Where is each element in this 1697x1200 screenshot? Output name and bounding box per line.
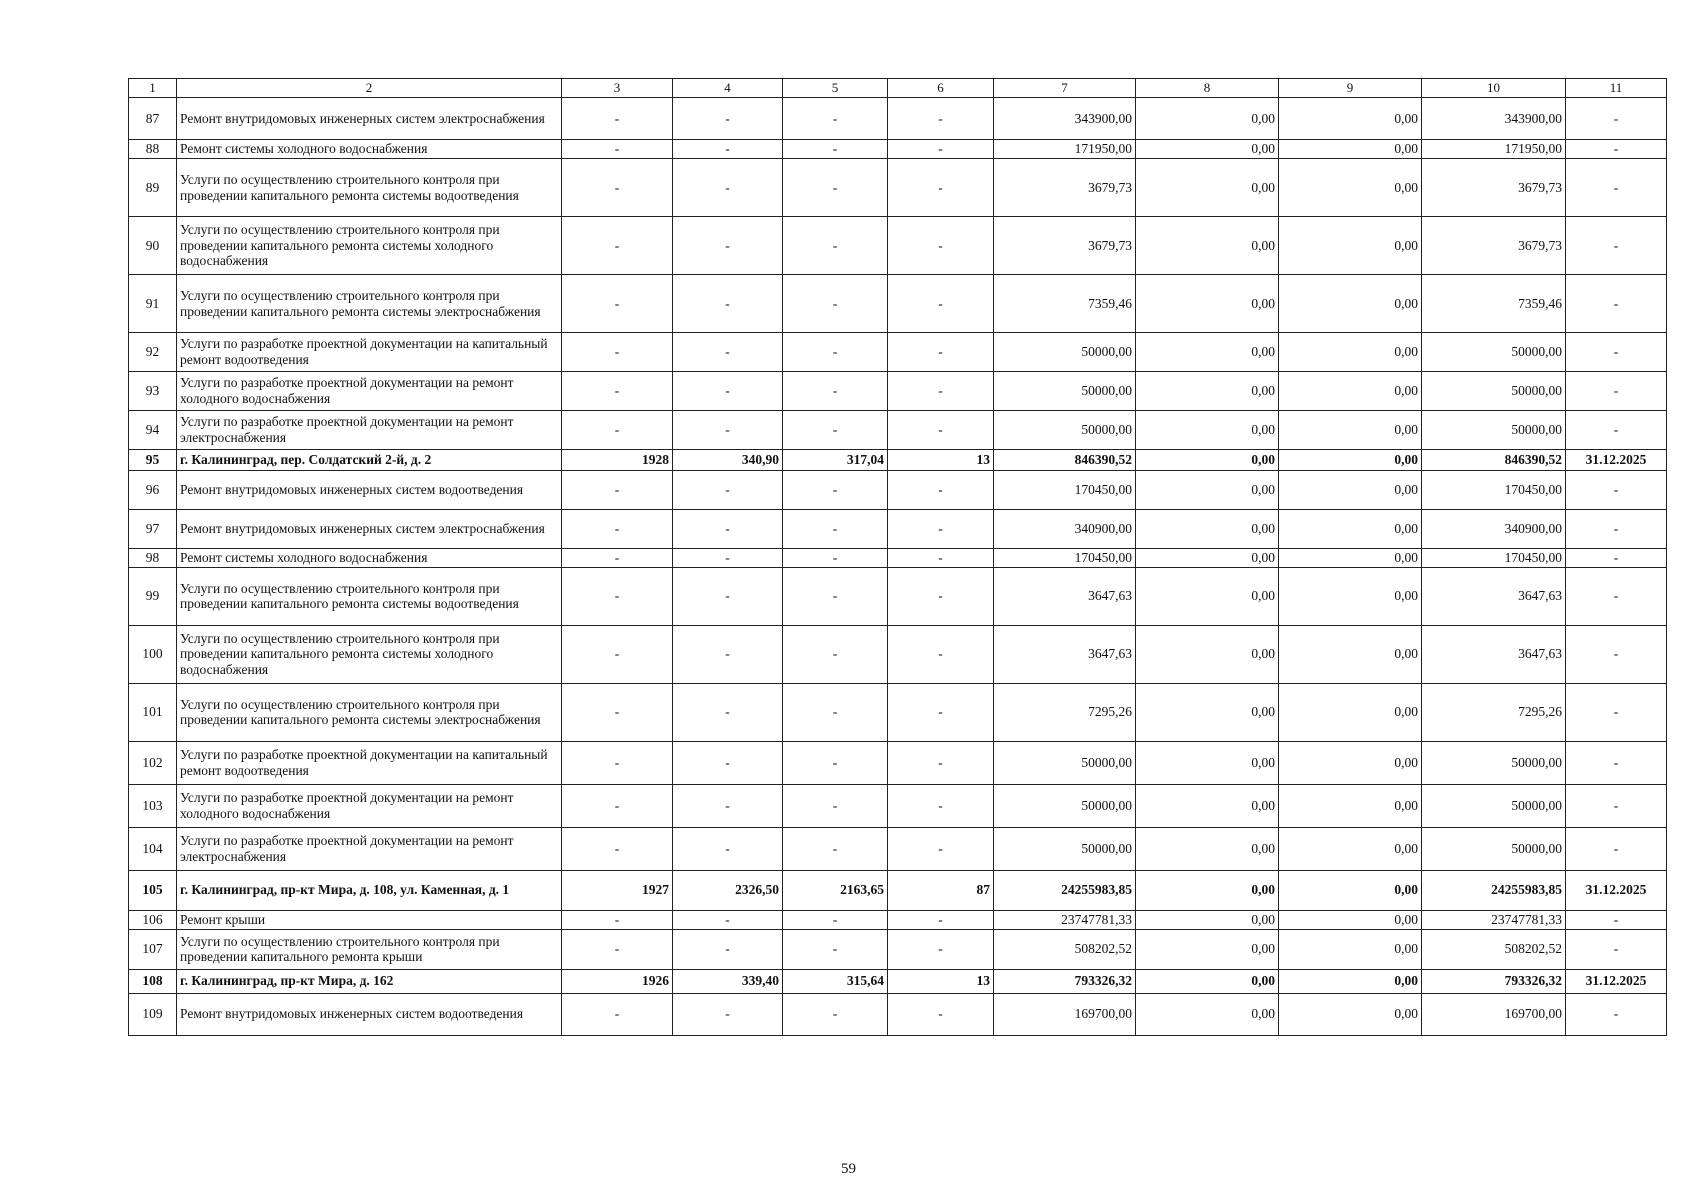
year-cell: - (562, 910, 673, 929)
year-cell: - (562, 625, 673, 683)
row-description: Услуги по осуществлению строительного контроля при проведении капитального ремонта системы водоотведения (177, 567, 562, 625)
row-description: Ремонт системы холодного водоснабжения (177, 549, 562, 568)
year-cell: - (562, 217, 673, 275)
row-number: 102 (129, 741, 177, 784)
header-cell: 2 (177, 79, 562, 98)
residents-cell: - (888, 372, 994, 411)
area-living-cell: 317,04 (783, 450, 888, 471)
residents-cell: - (888, 993, 994, 1035)
area-living-cell: - (783, 567, 888, 625)
work-item-row (129, 275, 1667, 333)
deadline-cell: - (1566, 333, 1667, 372)
fund-cell: 0,00 (1136, 98, 1279, 140)
fund-cell: 0,00 (1136, 784, 1279, 827)
header-cell: 11 (1566, 79, 1667, 98)
area-living-cell: - (783, 140, 888, 159)
area-living-cell: - (783, 549, 888, 568)
register-table (128, 78, 1667, 1036)
owners-funds-cell: 170450,00 (1422, 549, 1566, 568)
cost-total-cell: 169700,00 (994, 993, 1136, 1035)
owners-funds-cell: 340900,00 (1422, 510, 1566, 549)
work-item-row (129, 567, 1667, 625)
fund-cell: 0,00 (1136, 870, 1279, 910)
work-item-row (129, 411, 1667, 450)
residents-cell: - (888, 784, 994, 827)
owners-funds-cell: 3647,63 (1422, 567, 1566, 625)
year-cell: 1926 (562, 969, 673, 993)
row-description: Услуги по разработке проектной документации на ремонт холодного водоснабжения (177, 784, 562, 827)
row-description: Ремонт внутридомовых инженерных систем электроснабжения (177, 510, 562, 549)
deadline-cell: - (1566, 683, 1667, 741)
header-cell: 10 (1422, 79, 1566, 98)
budget-cell: 0,00 (1279, 471, 1422, 510)
owners-funds-cell: 7359,46 (1422, 275, 1566, 333)
area-total-cell: - (673, 471, 783, 510)
area-total-cell: - (673, 784, 783, 827)
year-cell: - (562, 275, 673, 333)
owners-funds-cell: 169700,00 (1422, 993, 1566, 1035)
fund-cell: 0,00 (1136, 159, 1279, 217)
owners-funds-cell: 50000,00 (1422, 372, 1566, 411)
area-living-cell: - (783, 471, 888, 510)
owners-funds-cell: 508202,52 (1422, 929, 1566, 969)
row-description: Ремонт внутридомовых инженерных систем водоотведения (177, 993, 562, 1035)
fund-cell: 0,00 (1136, 333, 1279, 372)
area-total-cell: 340,90 (673, 450, 783, 471)
work-item-row (129, 910, 1667, 929)
owners-funds-cell: 50000,00 (1422, 784, 1566, 827)
deadline-cell: - (1566, 567, 1667, 625)
work-item-row (129, 98, 1667, 140)
area-living-cell: - (783, 275, 888, 333)
area-total-cell: - (673, 827, 783, 870)
year-cell: - (562, 784, 673, 827)
area-living-cell: - (783, 929, 888, 969)
residents-cell: - (888, 159, 994, 217)
deadline-cell: - (1566, 471, 1667, 510)
area-living-cell: - (783, 159, 888, 217)
fund-cell: 0,00 (1136, 625, 1279, 683)
deadline-cell: 31.12.2025 (1566, 870, 1667, 910)
area-total-cell: - (673, 217, 783, 275)
row-description: Услуги по разработке проектной документации на капитальный ремонт водоотведения (177, 741, 562, 784)
row-description: г. Калининград, пер. Солдатский 2-й, д. 2 (177, 450, 562, 471)
fund-cell: 0,00 (1136, 969, 1279, 993)
deadline-cell: - (1566, 159, 1667, 217)
address-row (129, 969, 1667, 993)
budget-cell: 0,00 (1279, 217, 1422, 275)
cost-total-cell: 508202,52 (994, 929, 1136, 969)
cost-total-cell: 3679,73 (994, 159, 1136, 217)
cost-total-cell: 170450,00 (994, 549, 1136, 568)
area-total-cell: - (673, 549, 783, 568)
area-total-cell: - (673, 333, 783, 372)
area-living-cell: 2163,65 (783, 870, 888, 910)
deadline-cell: - (1566, 510, 1667, 549)
owners-funds-cell: 7295,26 (1422, 683, 1566, 741)
work-item-row (129, 471, 1667, 510)
area-living-cell: - (783, 741, 888, 784)
budget-cell: 0,00 (1279, 969, 1422, 993)
header-cell: 4 (673, 79, 783, 98)
owners-funds-cell: 846390,52 (1422, 450, 1566, 471)
budget-cell: 0,00 (1279, 625, 1422, 683)
area-total-cell: - (673, 910, 783, 929)
year-cell: 1927 (562, 870, 673, 910)
row-description: Услуги по осуществлению строительного контроля при проведении капитального ремонта системы электроснабжения (177, 683, 562, 741)
year-cell: - (562, 741, 673, 784)
budget-cell: 0,00 (1279, 372, 1422, 411)
work-item-row (129, 683, 1667, 741)
column-number-header (129, 79, 1667, 98)
owners-funds-cell: 343900,00 (1422, 98, 1566, 140)
year-cell: - (562, 549, 673, 568)
fund-cell: 0,00 (1136, 372, 1279, 411)
cost-total-cell: 340900,00 (994, 510, 1136, 549)
owners-funds-cell: 24255983,85 (1422, 870, 1566, 910)
work-item-row (129, 827, 1667, 870)
year-cell: - (562, 827, 673, 870)
budget-cell: 0,00 (1279, 929, 1422, 969)
area-total-cell: - (673, 567, 783, 625)
fund-cell: 0,00 (1136, 549, 1279, 568)
cost-total-cell: 171950,00 (994, 140, 1136, 159)
row-number: 90 (129, 217, 177, 275)
deadline-cell: - (1566, 217, 1667, 275)
row-number: 89 (129, 159, 177, 217)
row-number: 87 (129, 98, 177, 140)
row-description: Услуги по осуществлению строительного контроля при проведении капитального ремонта крыши (177, 929, 562, 969)
owners-funds-cell: 50000,00 (1422, 741, 1566, 784)
area-total-cell: - (673, 625, 783, 683)
cost-total-cell: 50000,00 (994, 741, 1136, 784)
area-living-cell: - (783, 784, 888, 827)
address-row (129, 870, 1667, 910)
residents-cell: - (888, 98, 994, 140)
residents-cell: - (888, 741, 994, 784)
deadline-cell: - (1566, 929, 1667, 969)
cost-total-cell: 50000,00 (994, 372, 1136, 411)
work-item-row (129, 741, 1667, 784)
work-item-row (129, 510, 1667, 549)
header-cell: 5 (783, 79, 888, 98)
budget-cell: 0,00 (1279, 683, 1422, 741)
row-description: Ремонт внутридомовых инженерных систем водоотведения (177, 471, 562, 510)
area-living-cell: - (783, 910, 888, 929)
area-total-cell: - (673, 683, 783, 741)
area-living-cell: - (783, 372, 888, 411)
residents-cell: 13 (888, 450, 994, 471)
area-living-cell: - (783, 827, 888, 870)
budget-cell: 0,00 (1279, 870, 1422, 910)
residents-cell: - (888, 510, 994, 549)
residents-cell: - (888, 275, 994, 333)
cost-total-cell: 7295,26 (994, 683, 1136, 741)
deadline-cell: - (1566, 411, 1667, 450)
row-number: 88 (129, 140, 177, 159)
area-total-cell: - (673, 411, 783, 450)
area-living-cell: - (783, 625, 888, 683)
year-cell: - (562, 510, 673, 549)
row-description: Услуги по разработке проектной документации на ремонт холодного водоснабжения (177, 372, 562, 411)
budget-cell: 0,00 (1279, 333, 1422, 372)
row-description: Услуги по разработке проектной документации на ремонт электроснабжения (177, 411, 562, 450)
row-number: 97 (129, 510, 177, 549)
row-description: Услуги по осуществлению строительного контроля при проведении капитального ремонта системы холодного водоснабжения (177, 625, 562, 683)
work-item-row (129, 159, 1667, 217)
fund-cell: 0,00 (1136, 827, 1279, 870)
year-cell: - (562, 929, 673, 969)
budget-cell: 0,00 (1279, 98, 1422, 140)
cost-total-cell: 793326,32 (994, 969, 1136, 993)
row-number: 105 (129, 870, 177, 910)
area-total-cell: - (673, 993, 783, 1035)
residents-cell: - (888, 411, 994, 450)
budget-cell: 0,00 (1279, 567, 1422, 625)
deadline-cell: - (1566, 827, 1667, 870)
year-cell: - (562, 159, 673, 217)
year-cell: - (562, 333, 673, 372)
deadline-cell: - (1566, 98, 1667, 140)
year-cell: - (562, 411, 673, 450)
deadline-cell: - (1566, 741, 1667, 784)
area-living-cell: - (783, 411, 888, 450)
area-total-cell: - (673, 741, 783, 784)
row-number: 93 (129, 372, 177, 411)
cost-total-cell: 24255983,85 (994, 870, 1136, 910)
residents-cell: - (888, 217, 994, 275)
row-description: Услуги по разработке проектной документации на ремонт электроснабжения (177, 827, 562, 870)
row-number: 99 (129, 567, 177, 625)
page-number: 59 (841, 1161, 856, 1177)
row-description: г. Калининград, пр-кт Мира, д. 162 (177, 969, 562, 993)
row-number: 96 (129, 471, 177, 510)
fund-cell: 0,00 (1136, 217, 1279, 275)
row-description: Услуги по осуществлению строительного контроля при проведении капитального ремонта системы электроснабжения (177, 275, 562, 333)
budget-cell: 0,00 (1279, 741, 1422, 784)
work-item-row (129, 372, 1667, 411)
deadline-cell: 31.12.2025 (1566, 969, 1667, 993)
row-number: 109 (129, 993, 177, 1035)
cost-total-cell: 50000,00 (994, 784, 1136, 827)
budget-cell: 0,00 (1279, 993, 1422, 1035)
residents-cell: 13 (888, 969, 994, 993)
budget-cell: 0,00 (1279, 827, 1422, 870)
cost-total-cell: 343900,00 (994, 98, 1136, 140)
row-number: 98 (129, 549, 177, 568)
cost-total-cell: 170450,00 (994, 471, 1136, 510)
row-number: 104 (129, 827, 177, 870)
row-description: Услуги по осуществлению строительного контроля при проведении капитального ремонта системы водоотведения (177, 159, 562, 217)
cost-total-cell: 50000,00 (994, 411, 1136, 450)
area-total-cell: - (673, 275, 783, 333)
fund-cell: 0,00 (1136, 450, 1279, 471)
owners-funds-cell: 50000,00 (1422, 827, 1566, 870)
cost-total-cell: 50000,00 (994, 333, 1136, 372)
deadline-cell: - (1566, 275, 1667, 333)
budget-cell: 0,00 (1279, 411, 1422, 450)
fund-cell: 0,00 (1136, 993, 1279, 1035)
area-living-cell: - (783, 510, 888, 549)
owners-funds-cell: 171950,00 (1422, 140, 1566, 159)
row-description: Ремонт системы холодного водоснабжения (177, 140, 562, 159)
residents-cell: - (888, 333, 994, 372)
row-number: 92 (129, 333, 177, 372)
fund-cell: 0,00 (1136, 567, 1279, 625)
fund-cell: 0,00 (1136, 910, 1279, 929)
fund-cell: 0,00 (1136, 411, 1279, 450)
area-total-cell: - (673, 929, 783, 969)
row-description: Услуги по разработке проектной документации на капитальный ремонт водоотведения (177, 333, 562, 372)
deadline-cell: - (1566, 549, 1667, 568)
row-number: 108 (129, 969, 177, 993)
fund-cell: 0,00 (1136, 471, 1279, 510)
row-description: Ремонт внутридомовых инженерных систем электроснабжения (177, 98, 562, 140)
residents-cell: - (888, 929, 994, 969)
area-total-cell: - (673, 140, 783, 159)
year-cell: - (562, 98, 673, 140)
row-number: 94 (129, 411, 177, 450)
area-total-cell: 2326,50 (673, 870, 783, 910)
area-total-cell: - (673, 372, 783, 411)
residents-cell: - (888, 827, 994, 870)
cost-total-cell: 7359,46 (994, 275, 1136, 333)
fund-cell: 0,00 (1136, 683, 1279, 741)
header-cell: 8 (1136, 79, 1279, 98)
fund-cell: 0,00 (1136, 140, 1279, 159)
deadline-cell: 31.12.2025 (1566, 450, 1667, 471)
fund-cell: 0,00 (1136, 741, 1279, 784)
deadline-cell: - (1566, 625, 1667, 683)
area-living-cell: - (783, 333, 888, 372)
row-number: 95 (129, 450, 177, 471)
work-item-row (129, 549, 1667, 568)
row-number: 101 (129, 683, 177, 741)
header-cell: 7 (994, 79, 1136, 98)
owners-funds-cell: 170450,00 (1422, 471, 1566, 510)
area-total-cell: - (673, 510, 783, 549)
residents-cell: - (888, 567, 994, 625)
area-living-cell: - (783, 993, 888, 1035)
year-cell: - (562, 140, 673, 159)
budget-cell: 0,00 (1279, 510, 1422, 549)
year-cell: - (562, 471, 673, 510)
budget-cell: 0,00 (1279, 784, 1422, 827)
header-cell: 1 (129, 79, 177, 98)
cost-total-cell: 3647,63 (994, 625, 1136, 683)
row-number: 106 (129, 910, 177, 929)
row-number: 103 (129, 784, 177, 827)
row-description: г. Калининград, пр-кт Мира, д. 108, ул. Каменная, д. 1 (177, 870, 562, 910)
owners-funds-cell: 50000,00 (1422, 333, 1566, 372)
residents-cell: - (888, 910, 994, 929)
deadline-cell: - (1566, 784, 1667, 827)
cost-total-cell: 846390,52 (994, 450, 1136, 471)
budget-cell: 0,00 (1279, 910, 1422, 929)
header-cell: 6 (888, 79, 994, 98)
year-cell: - (562, 683, 673, 741)
owners-funds-cell: 3679,73 (1422, 217, 1566, 275)
deadline-cell: - (1566, 910, 1667, 929)
residents-cell: 87 (888, 870, 994, 910)
budget-cell: 0,00 (1279, 450, 1422, 471)
owners-funds-cell: 23747781,33 (1422, 910, 1566, 929)
owners-funds-cell: 793326,32 (1422, 969, 1566, 993)
residents-cell: - (888, 549, 994, 568)
area-living-cell: - (783, 98, 888, 140)
cost-total-cell: 3679,73 (994, 217, 1136, 275)
work-item-row (129, 929, 1667, 969)
budget-cell: 0,00 (1279, 549, 1422, 568)
budget-cell: 0,00 (1279, 159, 1422, 217)
cost-total-cell: 3647,63 (994, 567, 1136, 625)
row-description: Услуги по осуществлению строительного контроля при проведении капитального ремонта системы холодного водоснабжения (177, 217, 562, 275)
table-body (129, 79, 1667, 1036)
work-item-row (129, 993, 1667, 1035)
owners-funds-cell: 50000,00 (1422, 411, 1566, 450)
deadline-cell: - (1566, 372, 1667, 411)
header-cell: 9 (1279, 79, 1422, 98)
residents-cell: - (888, 683, 994, 741)
fund-cell: 0,00 (1136, 275, 1279, 333)
area-total-cell: - (673, 98, 783, 140)
work-item-row (129, 140, 1667, 159)
fund-cell: 0,00 (1136, 929, 1279, 969)
owners-funds-cell: 3647,63 (1422, 625, 1566, 683)
row-number: 91 (129, 275, 177, 333)
budget-cell: 0,00 (1279, 275, 1422, 333)
budget-cell: 0,00 (1279, 140, 1422, 159)
year-cell: - (562, 567, 673, 625)
deadline-cell: - (1566, 993, 1667, 1035)
cost-total-cell: 50000,00 (994, 827, 1136, 870)
residents-cell: - (888, 625, 994, 683)
area-total-cell: - (673, 159, 783, 217)
owners-funds-cell: 3679,73 (1422, 159, 1566, 217)
area-total-cell: 339,40 (673, 969, 783, 993)
deadline-cell: - (1566, 140, 1667, 159)
area-living-cell: 315,64 (783, 969, 888, 993)
address-row (129, 450, 1667, 471)
work-item-row (129, 625, 1667, 683)
year-cell: - (562, 372, 673, 411)
area-living-cell: - (783, 217, 888, 275)
cost-total-cell: 23747781,33 (994, 910, 1136, 929)
header-cell: 3 (562, 79, 673, 98)
area-living-cell: - (783, 683, 888, 741)
residents-cell: - (888, 140, 994, 159)
work-item-row (129, 333, 1667, 372)
row-number: 100 (129, 625, 177, 683)
work-item-row (129, 217, 1667, 275)
row-number: 107 (129, 929, 177, 969)
year-cell: - (562, 993, 673, 1035)
row-description: Ремонт крыши (177, 910, 562, 929)
work-item-row (129, 784, 1667, 827)
fund-cell: 0,00 (1136, 510, 1279, 549)
residents-cell: - (888, 471, 994, 510)
year-cell: 1928 (562, 450, 673, 471)
